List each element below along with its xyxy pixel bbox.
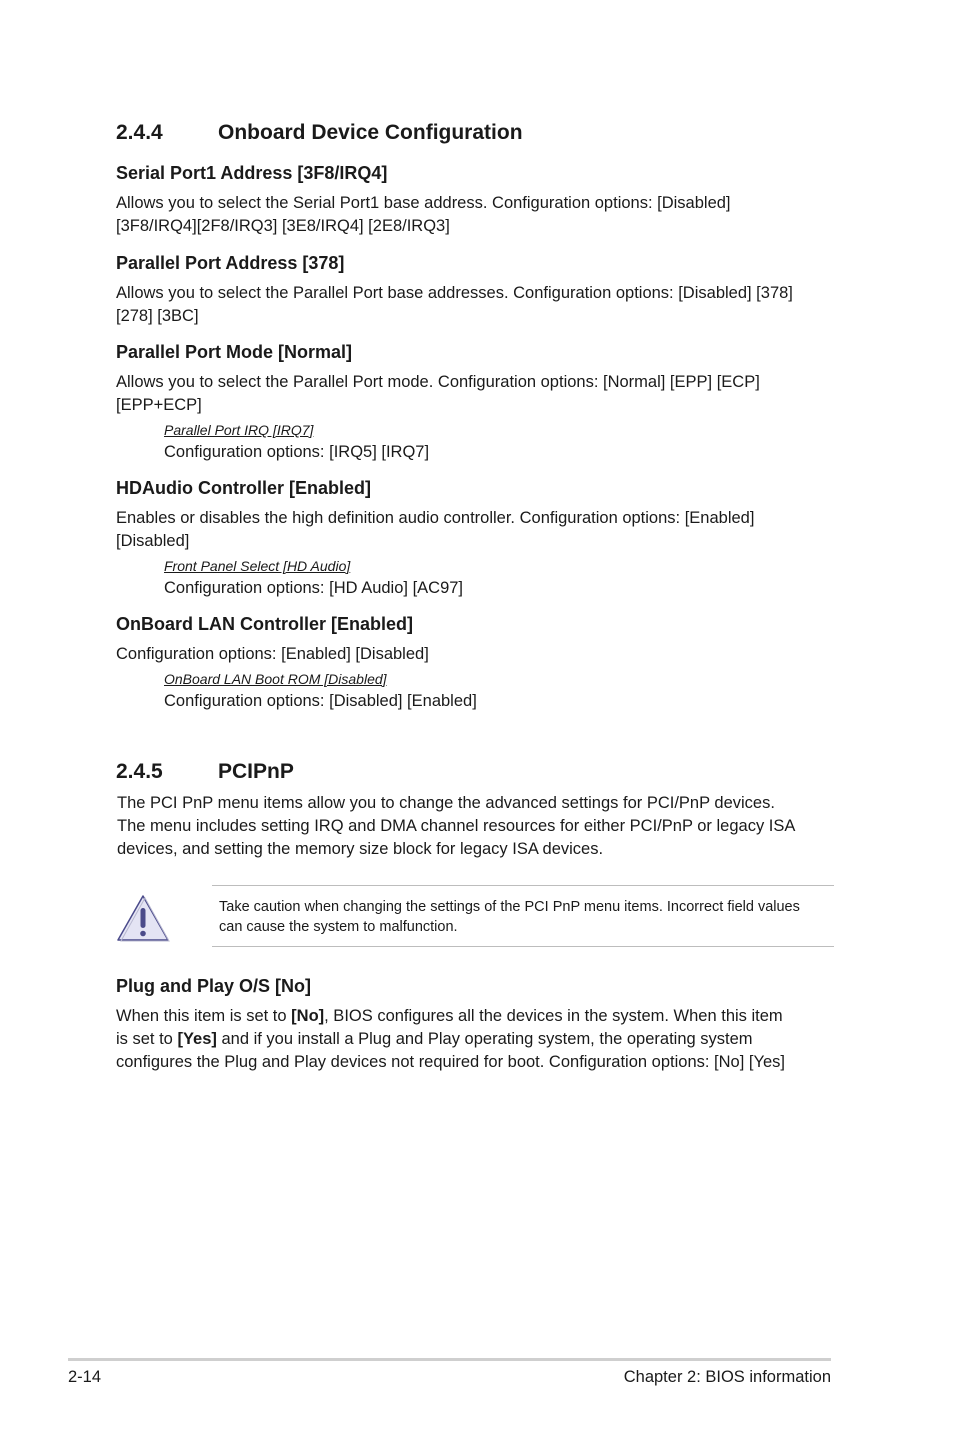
bold-value: [No] [291,1007,325,1025]
paragraph-serial-port1 [116,192,836,238]
section-title-2-4-5 [116,760,294,784]
text-line: [278] [3BC] [116,307,199,325]
subitem-lan-boot-rom-options: Configuration options: [Disabled] [Enabled] [164,692,477,710]
paragraph-pcipnp-intro [117,792,837,861]
text-line: Enables or disables the high definition audio controller. Configuration options: [Enabled] [116,509,755,527]
text-line: can cause the system to malfunction. [219,919,458,935]
subitem-parallel-port-irq-options: Configuration options: [IRQ5] [IRQ7] [164,443,430,461]
section-title-2-4-4 [116,121,523,145]
note-rule-bottom [212,946,834,947]
paragraph-plug-and-play-os [116,1005,836,1074]
paragraph-hdaudio-controller [116,507,836,553]
text-line: The PCI PnP menu items allow you to change the advanced settings for PCI/PnP devices. [117,794,775,812]
subitem-parallel-port-irq: Parallel Port IRQ [IRQ7] [164,422,314,438]
paragraph-onboard-lan-controller [116,643,836,666]
text-line: [3F8/IRQ4][2F8/IRQ3] [3E8/IRQ4] [2E8/IRQ3] [116,217,450,235]
chapter-label: Chapter 2: BIOS information [623,1368,831,1386]
section-number: 2.4.5 [116,760,163,783]
heading-hdaudio-controller: HDAudio Controller [Enabled] [116,478,371,498]
heading-parallel-port-mode: Parallel Port Mode [Normal] [116,342,353,362]
section-title-text: Onboard Device Configuration [218,121,523,144]
text-run: When this item is set to [116,1007,292,1025]
section-number: 2.4.4 [116,121,163,144]
text-line [116,1028,836,1051]
text-line: configures the Plug and Play devices not required for boot. Configuration options: [No] [Yes] [116,1053,785,1071]
text-line: Allows you to select the Parallel Port base addresses. Configuration options: [Disabled] [378] [116,284,793,302]
text-line: [Disabled] [116,532,190,550]
text-line: Allows you to select the Serial Port1 base address. Configuration options: [Disabled] [116,194,731,212]
paragraph-parallel-port-mode [116,371,836,417]
text-line [116,1005,836,1028]
page-number: 2-14 [68,1368,102,1386]
warning-icon [116,894,170,942]
heading-parallel-port-address: Parallel Port Address [378] [116,253,345,273]
caution-note [116,885,834,947]
text-line: Take caution when changing the settings of the PCI PnP menu items. Incorrect field values [219,899,800,915]
text-run: , BIOS configures all the devices in the system. When this item [324,1007,783,1025]
heading-plug-and-play-os: Plug and Play O/S [No] [116,976,312,996]
text-line: Configuration options: [Enabled] [Disabled] [116,645,429,663]
section-title-text: PCIPnP [218,760,294,783]
subitem-lan-boot-rom: OnBoard LAN Boot ROM [Disabled] [164,671,387,687]
heading-serial-port1: Serial Port1 Address [3F8/IRQ4] [116,163,388,183]
note-rule-top [212,885,834,886]
text-line: Allows you to select the Parallel Port mode. Configuration options: [Normal] [EPP] [ECP] [116,373,760,391]
bold-value: [Yes] [177,1030,217,1048]
paragraph-parallel-port-address [116,282,836,328]
text-run: and if you install a Plug and Play operating system, the operating system [216,1030,753,1048]
text-line: devices, and setting the memory size block for legacy ISA devices. [117,840,604,858]
note-text [219,897,834,937]
subitem-front-panel-select-options: Configuration options: [HD Audio] [AC97] [164,579,464,597]
text-line: The menu includes setting IRQ and DMA channel resources for either PCI/PnP or legacy ISA [117,817,796,835]
footer-rule [68,1358,831,1361]
heading-onboard-lan-controller: OnBoard LAN Controller [Enabled] [116,614,413,634]
text-line: [EPP+ECP] [116,396,202,414]
text-run: is set to [116,1030,178,1048]
subitem-front-panel-select: Front Panel Select [HD Audio] [164,558,351,574]
